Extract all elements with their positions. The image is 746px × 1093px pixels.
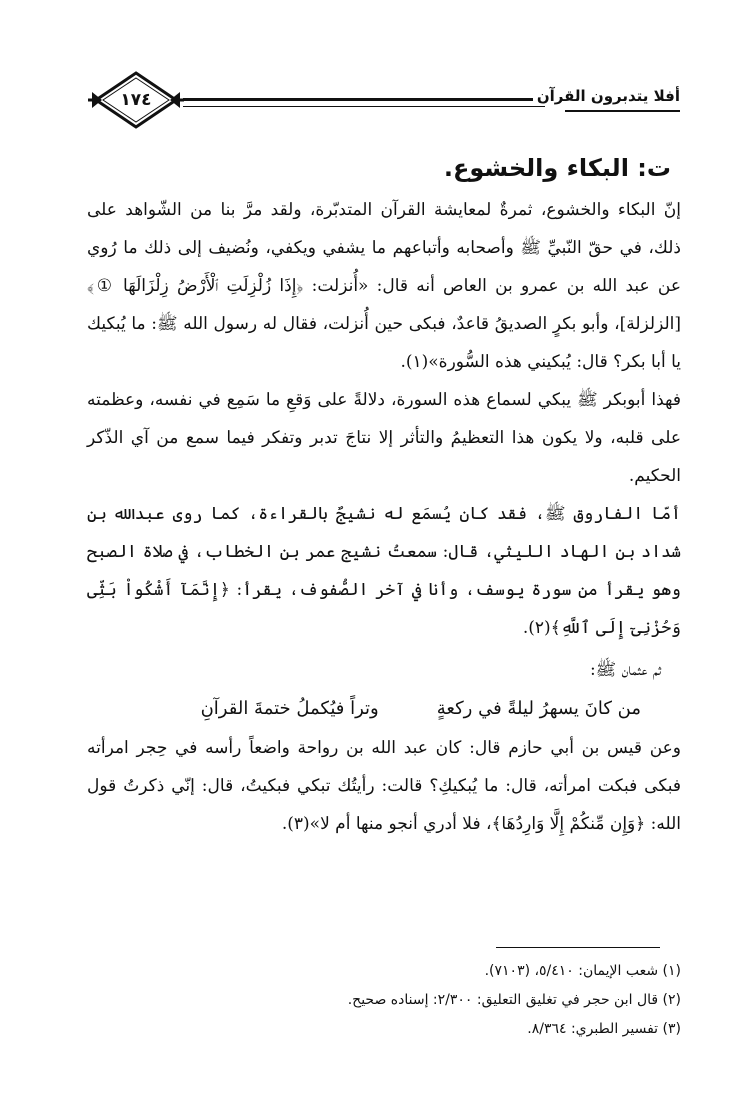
page-header <box>88 70 680 130</box>
poem-verse <box>87 689 681 729</box>
running-title: أفلا يتدبرون القرآن <box>533 87 680 105</box>
footnote-1: (١) شعب الإيمان: ٥/٤١٠، (٧١٠٣). <box>484 963 681 979</box>
poem-hemistich-1: من كانَ يسهرُ ليلةً في ركعةٍ <box>436 698 641 719</box>
paragraph-3: أمّا الفاروق ﷺ، فقد كان يُسمَع له نشيجٌ بالقراءة، كما روى عبدالله بن شداد بن الهاد الليثي، قال: سمعتُ نشيج عمر بن الخطاب، في صلاة الصبح وهو يقرأ من سورة يوسف، وأنا في آخر الصُّفوف، يقرأ: ﴿إِنَّمَآ أَشْكُواْ بَثِّى وَحُزْنِىٓ إِلَى ٱللَّهِ﴾(٢). <box>87 504 681 638</box>
header-rule <box>183 98 545 107</box>
poem-hemistich-2: وتراً فيُكملُ ختمةَ القرآنِ <box>200 698 379 719</box>
page-number: ١٧٤ <box>120 90 152 110</box>
paragraph-1: إنّ البكاء والخشوع، ثمرةٌ لمعايشة القرآن المتدبّرة، ولقد مرَّ بنا من الشّواهد على ذلك، في حقّ النّبيِّ ﷺ وأصحابه وأتباعهم ما يشفي ويكفي، ونُضيف إلى ذلك ما رُوي عن عبد الله بن عمرو بن العاص أنه قال: «أُنزلت: ﴿إِذَا زُلْزِلَتِ ٱلْأَرْضُ زِلْزَالَهَا ①﴾ [الزلزلة]، وأبو بكرٍ الصديقُ قاعدٌ، فبكى حين أُنزلت، فقال له رسول الله ﷺ: ما يُبكيك يا أبا بكر؟ قال: يُبكيني هذه السُّورة»(١). <box>87 200 681 372</box>
paragraph-4: وعن قيس بن أبي حازم قال: كان عبد الله بن رواحة واضعاً رأسه في حِجر امرأته فبكى فبكت امرأته، قال: ما يُبكيكِ؟ قالت: رأيتُك تبكي فبكيتُ، قال: إنّي ذكرتُ قول الله: ﴿وَإِن مِّنكُمْ إِلَّا وَارِدُهَا﴾، فلا أدري أنجو منها أم لا»(٣). <box>87 738 681 834</box>
footnote-3: (٣) تفسير الطبري: ٨/٣٦٤. <box>527 1021 681 1037</box>
running-title-underline <box>565 110 680 112</box>
footnotes <box>87 957 681 1044</box>
section-heading: ت: البكاء والخشوع. <box>443 154 671 182</box>
footnote-separator <box>496 947 660 948</box>
paragraph-2: فهذا أبوبكر ﷺ يبكي لسماع هذه السورة، دلالةً على وَقعِ ما سَمِع في نفسه، وعظمته على قلبه، ولا يكون هذا التعظيمُ والتأثر إلا نتاجَ تدبر وتفكر فيما سمع من آي الذّكر الحكيم. <box>87 390 681 486</box>
poem-intro: ثم عثمان ﷺ: <box>589 660 661 680</box>
footnote-2: (٢) قال ابن حجر في تغليق التعليق: ٢/٣٠٠: إسناده صحيح. <box>347 992 681 1008</box>
page-body <box>87 145 681 843</box>
